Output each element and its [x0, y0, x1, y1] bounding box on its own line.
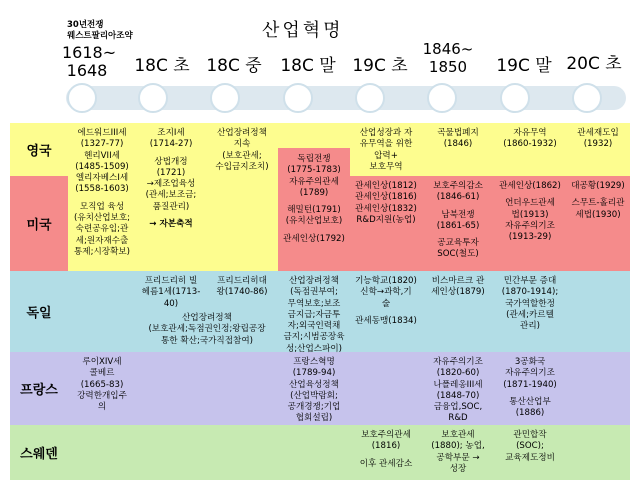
peace-treaty-line: 웨스트팔리아조약 — [67, 31, 133, 41]
cell-line: 독립전쟁 — [297, 154, 331, 164]
cell-line: 이후 관세감소 — [359, 458, 413, 469]
cell-line: (1558-1603) — [75, 184, 129, 195]
cell-line: 관리) — [520, 321, 540, 332]
cell-line: 남북전쟁 — [441, 209, 475, 220]
cell-line: (1913-29) — [508, 232, 552, 243]
cell-line: (유치산업보호; — [73, 213, 131, 224]
period-19c-early: 19C 초 — [352, 56, 408, 76]
cell-line: (1848-70) — [436, 390, 480, 401]
cell-de-bismarck — [422, 276, 494, 299]
timeline-node — [67, 83, 97, 113]
timeline-node — [210, 83, 240, 113]
cell-line: 성장 — [449, 463, 467, 474]
cell-line: 보호주의관세 — [361, 430, 411, 440]
cell-fr-1846 — [422, 357, 494, 425]
country-se: 스웨덴 — [20, 447, 58, 462]
cell-line: 콜베르 — [89, 368, 115, 379]
cell-line: (유치산업보호) — [285, 216, 343, 227]
timeline-node — [138, 83, 168, 113]
cell-line: 프리드리히대 — [217, 276, 267, 286]
cell-line: 헤름1세(1713- — [141, 287, 201, 298]
cell-line: 통산산업부 — [509, 396, 551, 407]
cell-line: (1870-1914); — [501, 287, 559, 298]
cell-line: 자유주의기조 — [433, 357, 483, 367]
cell-de-late — [494, 276, 566, 332]
cell-line: 곡물법폐지 — [437, 128, 479, 138]
cell-line: 관세동맹(1834) — [355, 315, 417, 326]
cell-line: 협회설립) — [295, 413, 333, 424]
cell-line: 의 — [97, 402, 107, 413]
timeline-node — [355, 83, 385, 113]
cell-line: (1886) — [515, 408, 545, 419]
cell-line: (독점권부여; — [290, 287, 338, 298]
cell-line: →제조업육성 — [146, 179, 196, 190]
cell-line: 교육제도정비 — [505, 452, 555, 463]
cell-line: 유무역을 위한 — [359, 139, 413, 150]
cell-line: 관세인상(1812) — [355, 181, 417, 191]
cell-line: 세인상(1879) — [431, 287, 485, 298]
cell-se-19c — [350, 430, 422, 470]
cell-fr-revolution — [278, 357, 350, 425]
cell-line: 신학→과학,기 — [360, 287, 412, 298]
period-19c-late: 19C 말 — [496, 56, 552, 76]
cell-de-promotion — [136, 313, 278, 347]
cell-line: 자;외국인력채 — [287, 321, 341, 332]
cell-line: 헨리VII세 — [84, 150, 120, 161]
cell-line: 자유주의기조 — [505, 220, 555, 231]
cell-line: 관세인상(1792) — [283, 233, 345, 244]
country-us: 미국 — [26, 218, 52, 233]
cell-line: SOC(철도) — [437, 249, 479, 260]
cell-line: 조지I세 — [157, 128, 185, 138]
cell-line: 산업장려정책 — [289, 276, 339, 286]
period-label-line: 1850 — [428, 58, 468, 76]
cell-line: (1861-65) — [436, 220, 480, 231]
cell-line: 국가역할한정 — [505, 298, 555, 309]
cell-line: (1932) — [583, 139, 613, 150]
period-18c-late: 18C 말 — [280, 56, 336, 76]
country-de: 독일 — [26, 306, 52, 321]
cell-line: 왕(1740-86) — [216, 287, 268, 298]
cell-line: 보호관세 — [441, 430, 475, 440]
cell-line: 지속 — [233, 139, 251, 150]
cell-line: (1327-77) — [80, 139, 124, 150]
period-label-line: 1846~ — [422, 40, 474, 58]
cell-uk-george — [136, 128, 206, 230]
cell-line: 공교육투자 — [437, 238, 479, 249]
cell-line: 관세재도입 — [577, 128, 619, 138]
cell-fr-late — [494, 357, 566, 419]
cell-line: (1820-60) — [436, 368, 480, 379]
cell-line: (1721) — [156, 167, 186, 178]
cell-line: 보호주의감소 — [433, 181, 483, 191]
cell-line: 민간부문 증대 — [503, 276, 557, 286]
timeline-node — [500, 83, 530, 113]
cell-line: → 자본축적 — [149, 219, 193, 230]
timeline-node — [427, 83, 457, 113]
cell-line: 산업육성정책 — [289, 379, 339, 390]
cell-line: (보호관세; — [222, 150, 262, 161]
cell-line: 관세인상(1832) — [355, 203, 417, 214]
cell-us-late — [494, 181, 566, 243]
cell-line: (1789) — [299, 187, 329, 198]
cell-line: 보호무역 — [369, 161, 403, 172]
cell-line: 성;산업스파이) — [285, 343, 343, 354]
cell-line: 압력+ — [374, 150, 398, 161]
cell-uk-19c — [350, 128, 422, 173]
cell-de-frederick1 — [136, 276, 206, 310]
period-20c-early: 20C 초 — [566, 54, 622, 74]
country-fr: 프랑스 — [20, 383, 58, 398]
cell-uk-free — [494, 128, 566, 151]
cell-line: 프랑스혁명 — [293, 357, 335, 367]
cell-line: 관민합작 — [513, 430, 547, 440]
cell-line: 해밀턴(1791) — [287, 205, 341, 216]
cell-uk-tariff — [566, 128, 630, 151]
cell-line: 통제;시장확보) — [73, 246, 131, 257]
period-label-line: 1648 — [66, 61, 108, 80]
cell-line: (1846) — [443, 139, 473, 150]
cell-line: (보호관세;독점권인정;왕립공장 — [148, 324, 266, 335]
cell-line: R&D지원(농업) — [356, 214, 416, 225]
cell-line: R&D — [448, 413, 468, 424]
cell-line: 공학부문 → — [436, 452, 480, 463]
cell-us-1846 — [422, 181, 494, 261]
uk-mercantile-bg — [206, 176, 278, 271]
cell-line: (1860-1932) — [503, 139, 557, 150]
cell-line: 술 — [381, 298, 391, 309]
cell-line: 세법(1930) — [575, 209, 621, 220]
cell-line: 비스마르크 관 — [431, 276, 485, 286]
peace-treaty-label — [67, 20, 133, 42]
cell-line: 무역보호;보조 — [287, 298, 341, 309]
cell-line: 공개경쟁;기업 — [287, 402, 341, 413]
cell-line: (1485-1509) — [75, 161, 129, 172]
cell-line: 관세인상(1862) — [499, 181, 561, 191]
cell-line: (1816) — [371, 441, 401, 452]
period-label-line: 1618~ — [62, 43, 117, 62]
cell-line: 3공화국 — [514, 357, 546, 367]
cell-line: 자유무역 — [513, 128, 547, 138]
cell-line: 강력한개입주 — [77, 390, 127, 401]
cell-uk-corn — [422, 128, 494, 151]
period-1846 — [420, 40, 476, 76]
cell-line: 모직업 육성 — [79, 201, 125, 212]
cell-line: 상법개정 — [154, 156, 188, 167]
cell-line: 프리드리히 빌 — [144, 276, 198, 286]
cell-line: 세;원자재수출 — [75, 235, 129, 246]
cell-line: 수입금지조치) — [215, 161, 269, 172]
cell-line: 엘리자베스I세 — [75, 173, 129, 184]
cell-de-frederick2 — [206, 276, 278, 299]
cell-line: 관세인상(1816) — [355, 192, 417, 203]
cell-line: 40) — [163, 298, 179, 309]
cell-line: (1714-27) — [149, 139, 193, 150]
cell-line: 금지;시범공장육 — [283, 332, 345, 343]
country-uk: 영국 — [26, 144, 52, 159]
cell-line: 루이XIV세 — [82, 357, 122, 367]
cell-line: 통한 확산;국가직접참여) — [161, 335, 253, 346]
cell-line: 숙련공유입;관 — [75, 224, 129, 235]
cell-uk-elizabeth — [68, 128, 136, 258]
cell-line: 나폴레옹III세 — [433, 379, 483, 390]
cell-line: (관세;카르텔 — [506, 309, 554, 320]
cell-line: (1880); 농업, — [431, 441, 485, 452]
cell-de-late18 — [278, 276, 350, 355]
cell-fr-louis — [68, 357, 136, 413]
timeline-node — [572, 83, 602, 113]
cell-line: 법(1913) — [511, 209, 549, 220]
cell-line: (1775-1783) — [287, 165, 341, 176]
cell-line: 금융업,SOC, — [433, 402, 483, 413]
cell-line: 언더우드관세 — [505, 198, 555, 209]
cell-uk-mercantile — [206, 128, 278, 173]
cell-line: (SOC); — [516, 441, 544, 452]
cell-line: 자유주의관세 — [289, 176, 339, 187]
cell-line: 산업장려정책 — [182, 313, 232, 323]
cell-line: 기능학교(1820) — [355, 276, 417, 286]
cell-line: 산업성장과 자 — [359, 128, 413, 138]
cell-se-1846 — [422, 430, 494, 475]
cell-de-19c — [350, 276, 422, 327]
industrial-revolution-label: 산업혁명 — [262, 20, 344, 41]
timeline-node — [283, 83, 313, 113]
cell-line: (1846-61) — [436, 192, 480, 203]
cell-se-late — [494, 430, 566, 464]
cell-line: 자유주의기조 — [505, 368, 555, 379]
period-18c-early: 18C 초 — [134, 56, 190, 76]
cell-line: 스무트-홀리관 — [571, 198, 625, 209]
cell-us-independence — [278, 154, 350, 245]
cell-line: 대공황(1929) — [571, 181, 625, 191]
cell-line: 에드워드III세 — [77, 128, 127, 138]
cell-us-19c — [350, 181, 422, 226]
cell-line: (1871-1940) — [503, 379, 557, 390]
cell-line: (1665-83) — [80, 379, 124, 390]
cell-line: (1789-94) — [292, 368, 336, 379]
cell-us-depression — [566, 181, 630, 221]
cell-line: (산업박람회; — [290, 390, 338, 401]
cell-line: 금지급;자금투 — [287, 309, 341, 320]
period-1618 — [62, 43, 117, 80]
peace-treaty-line: 30년전쟁 — [67, 20, 104, 30]
period-18c-mid: 18C 중 — [206, 56, 262, 76]
cell-line: (관세;보조금; — [145, 190, 197, 201]
cell-line: 품질관리) — [152, 201, 190, 212]
cell-line: 산업장려정책 — [217, 128, 267, 138]
